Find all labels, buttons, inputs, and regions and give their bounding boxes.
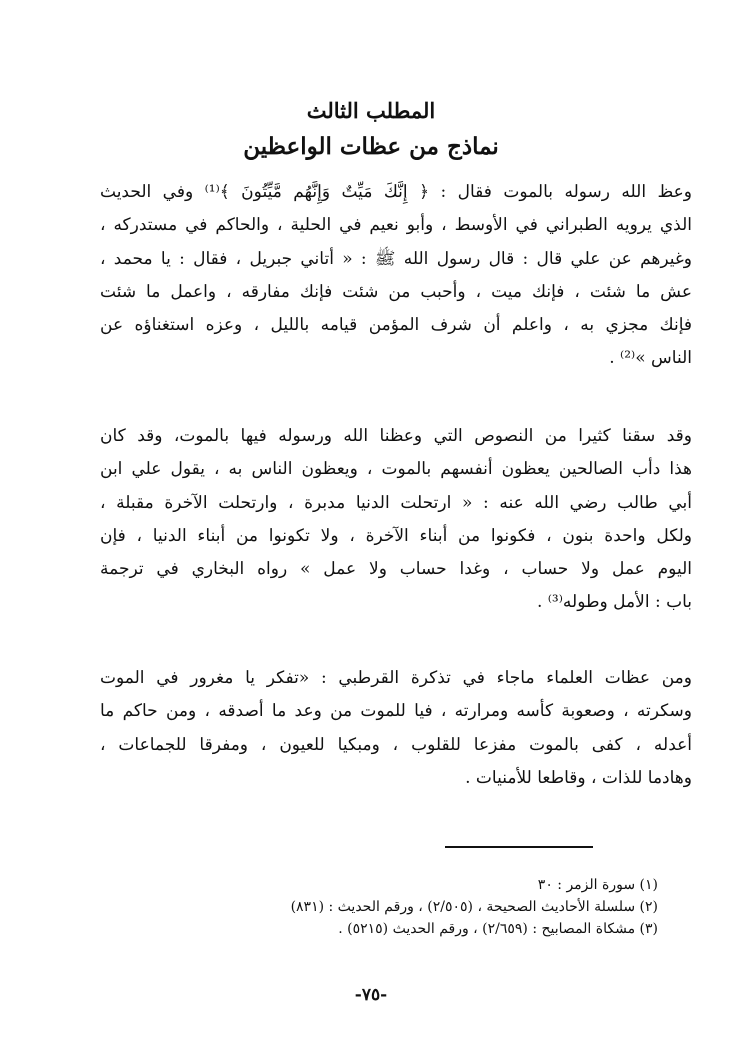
paragraph-line: أبي طالب رضي الله عنه : « ارتحلت الدنيا مدبرة ، وارتحلت الآخرة مقبلة ، [100, 492, 692, 513]
paragraph-1 [100, 176, 692, 376]
paragraph-line: باب : الأمل وطوله⁽³⁾ . [536, 592, 692, 613]
footnote-1: (١) سورة الزمر : ٣٠ [537, 877, 658, 893]
paragraph-line: عش ما شئت ، فإنك ميت ، وأحبب من شئت فإنك مفارقه ، واعمل ما شئت [100, 281, 692, 302]
paragraph-line: ومن عظات العلماء ماجاء في تذكرة القرطبي : «تفكر يا مغرور في الموت [100, 668, 692, 688]
paragraph-line: وهادما للذات ، وقاطعا للأمنيات . [465, 767, 692, 788]
paragraph-line: وقد سقنا كثيرا من النصوص التي وعظنا الله ورسوله فيها بالموت، وقد كان [100, 426, 692, 446]
section-subtitle: نماذج من عظات الواعظين [243, 133, 499, 160]
paragraph-line: وغيرهم عن علي قال : قال رسول الله ﷺ : « أتاني جبريل ، فقال : يا محمد ، [100, 248, 692, 269]
paragraph-line: وسكرته ، وصعوبة كأسه ومرارته ، فيا للموت من وعد ما أصدقه ، ومن حاكم ما [100, 701, 692, 722]
paragraph-line: هذا دأب الصالحين يعظون أنفسهم بالموت ، ويعظون الناس به ، يقول علي ابن [100, 459, 692, 480]
paragraph-2 [100, 420, 692, 620]
section-title: المطلب الثالث [306, 98, 436, 123]
footnotes [230, 874, 658, 940]
paragraph-line: وعظ الله رسوله بالموت فقال : ﴿ إِنَّكَ مَيِّتٌ وَإِنَّهُم مَّيِّتُونَ ﴾⁽¹⁾ وفي الحديث [100, 182, 692, 202]
paragraph-line: فإنك مجزي به ، واعلم أن شرف المؤمن قيامه بالليل ، وعزه استغناؤه عن [100, 315, 692, 336]
footnote-2: (٢) سلسلة الأحاديث الصحيحة ، (٢/٥٠٥) ، ورقم الحديث : (٨٣١) [290, 899, 658, 915]
footnote-3: (٣) مشكاة المصابيح : (٢/٦٥٩) ، ورقم الحديث (٥٢١٥) . [338, 921, 658, 937]
paragraph-line: الذي يرويه الطبراني في الأوسط ، وأبو نعيم في الحلية ، والحاكم في مستدركه ، [100, 215, 692, 236]
paragraph-line: اليوم عمل ولا حساب ، وغدا حساب ولا عمل » رواه البخاري في ترجمة [100, 559, 692, 580]
paragraph-line: أعدله ، كفى بالموت مفزعا للقلوب ، ومبكيا للعيون ، ومفرقا للجماعات ، [100, 734, 692, 755]
paragraph-3 [100, 662, 692, 795]
paragraph-line: الناس »⁽²⁾ . [609, 348, 692, 369]
page-number: -٧٥- [354, 985, 388, 1005]
footnote-divider [445, 846, 593, 848]
paragraph-line: ولكل واحدة بنون ، فكونوا من أبناء الآخرة ، ولا تكونوا من أبناء الدنيا ، فإن [100, 525, 692, 546]
